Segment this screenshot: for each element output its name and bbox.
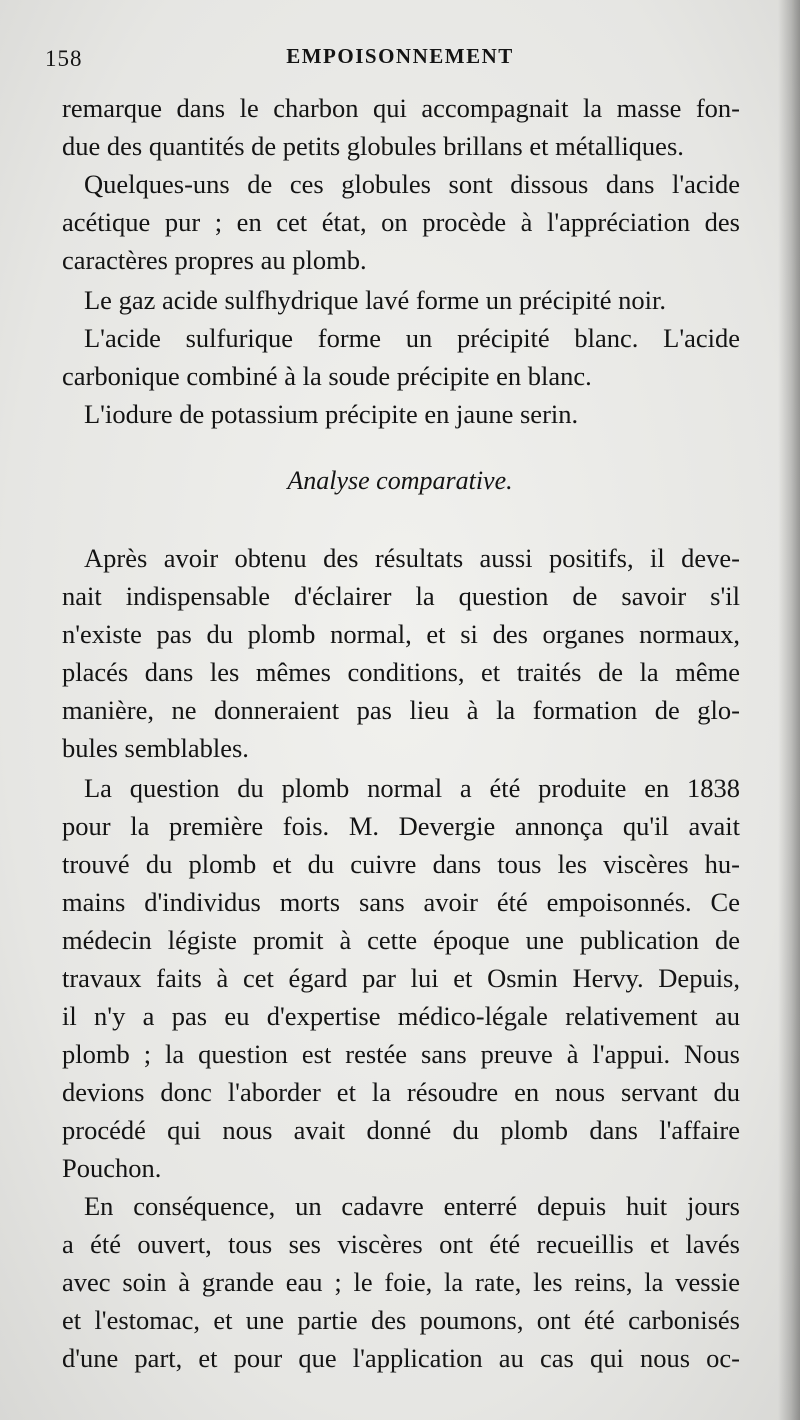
text-line: et l'estomac, et une partie des poumons, ont été carbonisés xyxy=(62,1305,740,1335)
text-line: d'une part, et pour que l'application au cas qui nous oc- xyxy=(62,1343,740,1373)
text-line: mains d'individus morts sans avoir été empoisonnés. Ce xyxy=(62,887,740,917)
text-line: devions donc l'aborder et la résoudre en nous servant du xyxy=(62,1077,740,1107)
text-line: Quelques-uns de ces globules sont dissous dans l'acide xyxy=(84,169,740,199)
text-line: remarque dans le charbon qui accompagnait la masse fon- xyxy=(62,93,740,123)
running-head: EMPOISONNEMENT xyxy=(286,44,514,68)
text-line: L'acide sulfurique forme un précipité blanc. L'acide xyxy=(84,323,740,353)
text-line: procédé qui nous avait donné du plomb dans l'affaire xyxy=(62,1115,740,1145)
text-line: caractères propres au plomb. xyxy=(62,245,367,275)
text-line: La question du plomb normal a été produite en 1838 xyxy=(84,773,740,803)
text-line: placés dans les mêmes conditions, et traités de la même xyxy=(62,657,740,687)
text-line: due des quantités de petits globules brillans et métalliques. xyxy=(62,131,684,161)
section-title: Analyse comparative. xyxy=(287,466,513,495)
text-line: En conséquence, un cadavre enterré depuis huit jours xyxy=(84,1191,740,1221)
text-line: n'existe pas du plomb normal, et si des organes normaux, xyxy=(62,619,740,649)
text-line: Pouchon. xyxy=(62,1153,162,1183)
text-line: L'iodure de potassium précipite en jaune serin. xyxy=(84,399,579,429)
page-number: 158 xyxy=(45,46,83,71)
text-line: pour la première fois. M. Devergie annonça qu'il avait xyxy=(62,811,740,841)
text-line: acétique pur ; en cet état, on procède à l'appréciation des xyxy=(62,207,740,237)
text-line: Après avoir obtenu des résultats aussi positifs, il deve- xyxy=(84,543,740,573)
text-line: Le gaz acide sulfhydrique lavé forme un précipité noir. xyxy=(84,285,667,315)
text-line: travaux faits à cet égard par lui et Osmin Hervy. Depuis, xyxy=(62,963,740,993)
text-line: manière, ne donneraient pas lieu à la formation de glo- xyxy=(62,695,740,725)
text-line: avec soin à grande eau ; le foie, la rate, les reins, la vessie xyxy=(62,1267,740,1297)
text-line: carbonique combiné à la soude précipite en blanc. xyxy=(62,361,592,391)
text-line: nait indispensable d'éclairer la question de savoir s'il xyxy=(62,581,740,611)
text-line: il n'y a pas eu d'expertise médico-légale relativement au xyxy=(62,1001,740,1031)
text-line: bules semblables. xyxy=(62,733,249,763)
text-line: a été ouvert, tous ses viscères ont été recueillis et lavés xyxy=(62,1229,740,1259)
text-line: plomb ; la question est restée sans preuve à l'appui. Nous xyxy=(62,1039,740,1069)
text-line: médecin légiste promit à cette époque une publication de xyxy=(62,925,740,955)
text-line: trouvé du plomb et du cuivre dans tous les viscères hu- xyxy=(62,849,740,879)
